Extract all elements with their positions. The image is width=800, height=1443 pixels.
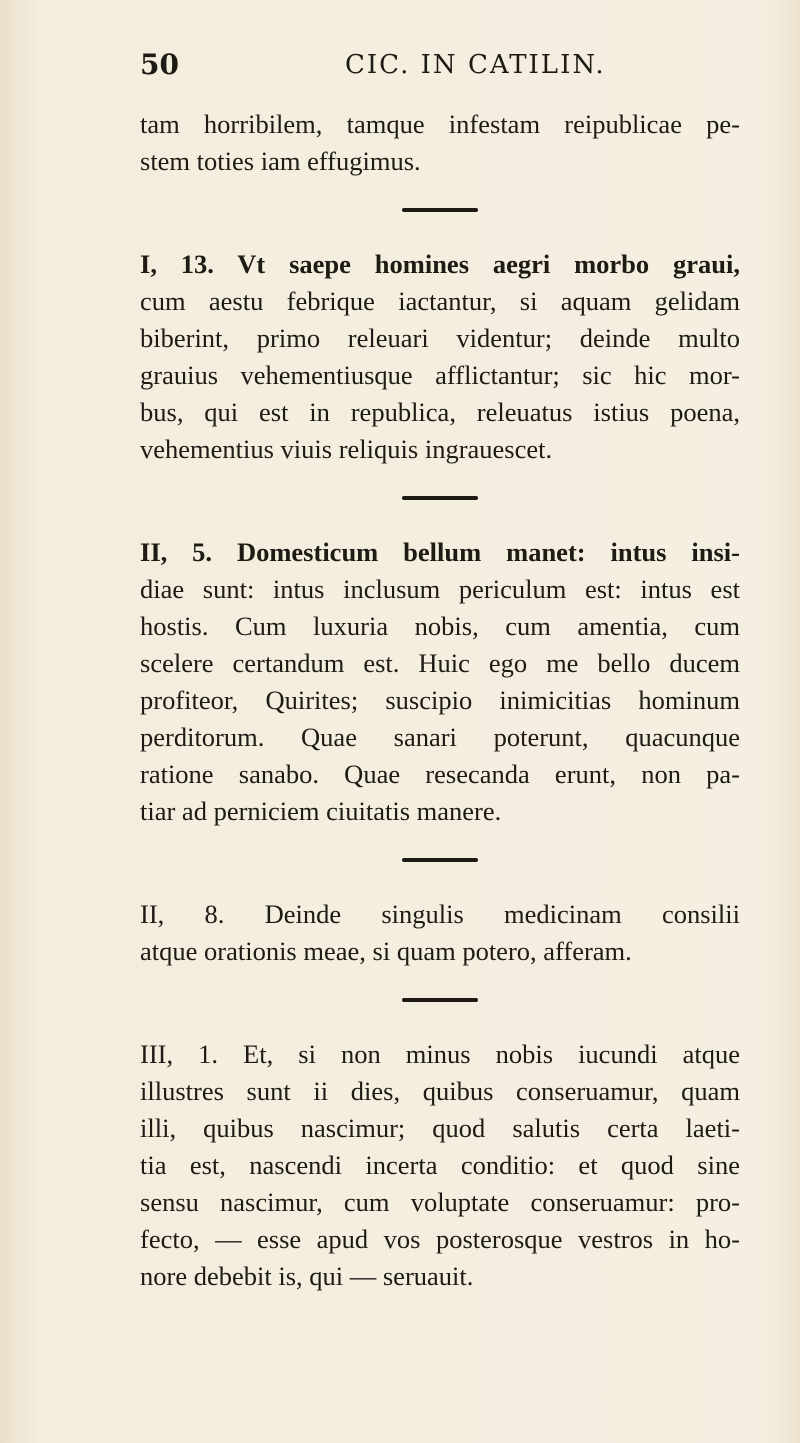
text-line: diae sunt: intus inclusum periculum est: intus est xyxy=(140,574,740,604)
text-line: ratione sanabo. Quae resecanda erunt, non pa- xyxy=(140,759,740,789)
text-line: illi, quibus nascimur; quod salutis certa laeti- xyxy=(140,1113,740,1143)
text-line: stem toties iam effugimus. xyxy=(140,146,421,176)
text-line: fecto, — esse apud vos posterosque vestros in ho- xyxy=(140,1224,740,1254)
running-title: CIC. IN CATILIN. xyxy=(345,50,606,80)
text-line: biberint, primo releuari videntur; deinde multo xyxy=(140,323,740,353)
text-line: hostis. Cum luxuria nobis, cum amentia, cum xyxy=(140,611,740,641)
text-line: cum aestu febrique iactantur, si aquam gelidam xyxy=(140,286,740,316)
text-line: perditorum. Quae sanari poterunt, quacunque xyxy=(140,722,740,752)
page-number: 50 xyxy=(140,48,179,81)
text-line: tia est, nascendi incerta conditio: et quod sine xyxy=(140,1150,740,1180)
text-line: II, 5. Domesticum bellum manet: intus insi- xyxy=(140,537,740,567)
text-line: I, 13. Vt saepe homines aegri morbo graui, xyxy=(140,249,740,279)
text-line: vehementius viuis reliquis ingrauescet. xyxy=(140,434,553,464)
text-line: profiteor, Quirites; suscipio inimicitias hominum xyxy=(140,685,740,715)
text-line: III, 1. Et, si non minus nobis iucundi atque xyxy=(140,1039,740,1069)
main-text xyxy=(140,106,740,1295)
page-header xyxy=(140,48,740,88)
text-line: illustres sunt ii dies, quibus conseruamur, quam xyxy=(140,1076,740,1106)
text-line: tam horribilem, tamque infestam reipublicae pe- xyxy=(140,109,740,139)
text-line: grauius vehementiusque afflictantur; sic hic mor- xyxy=(140,360,740,390)
text-line: nore debebit is, qui — seruauit. xyxy=(140,1261,474,1291)
text-line: atque orationis meae, si quam potero, afferam. xyxy=(140,936,632,966)
text-line: II, 8. Deinde singulis medicinam consilii xyxy=(140,899,740,929)
text-line: scelere certandum est. Huic ego me bello ducem xyxy=(140,648,740,678)
text-line: sensu nascimur, cum voluptate conseruamur: pro- xyxy=(140,1187,740,1217)
text-line: tiar ad perniciem ciuitatis manere. xyxy=(140,796,502,826)
text-line: bus, qui est in republica, releuatus istius poena, xyxy=(140,397,740,427)
